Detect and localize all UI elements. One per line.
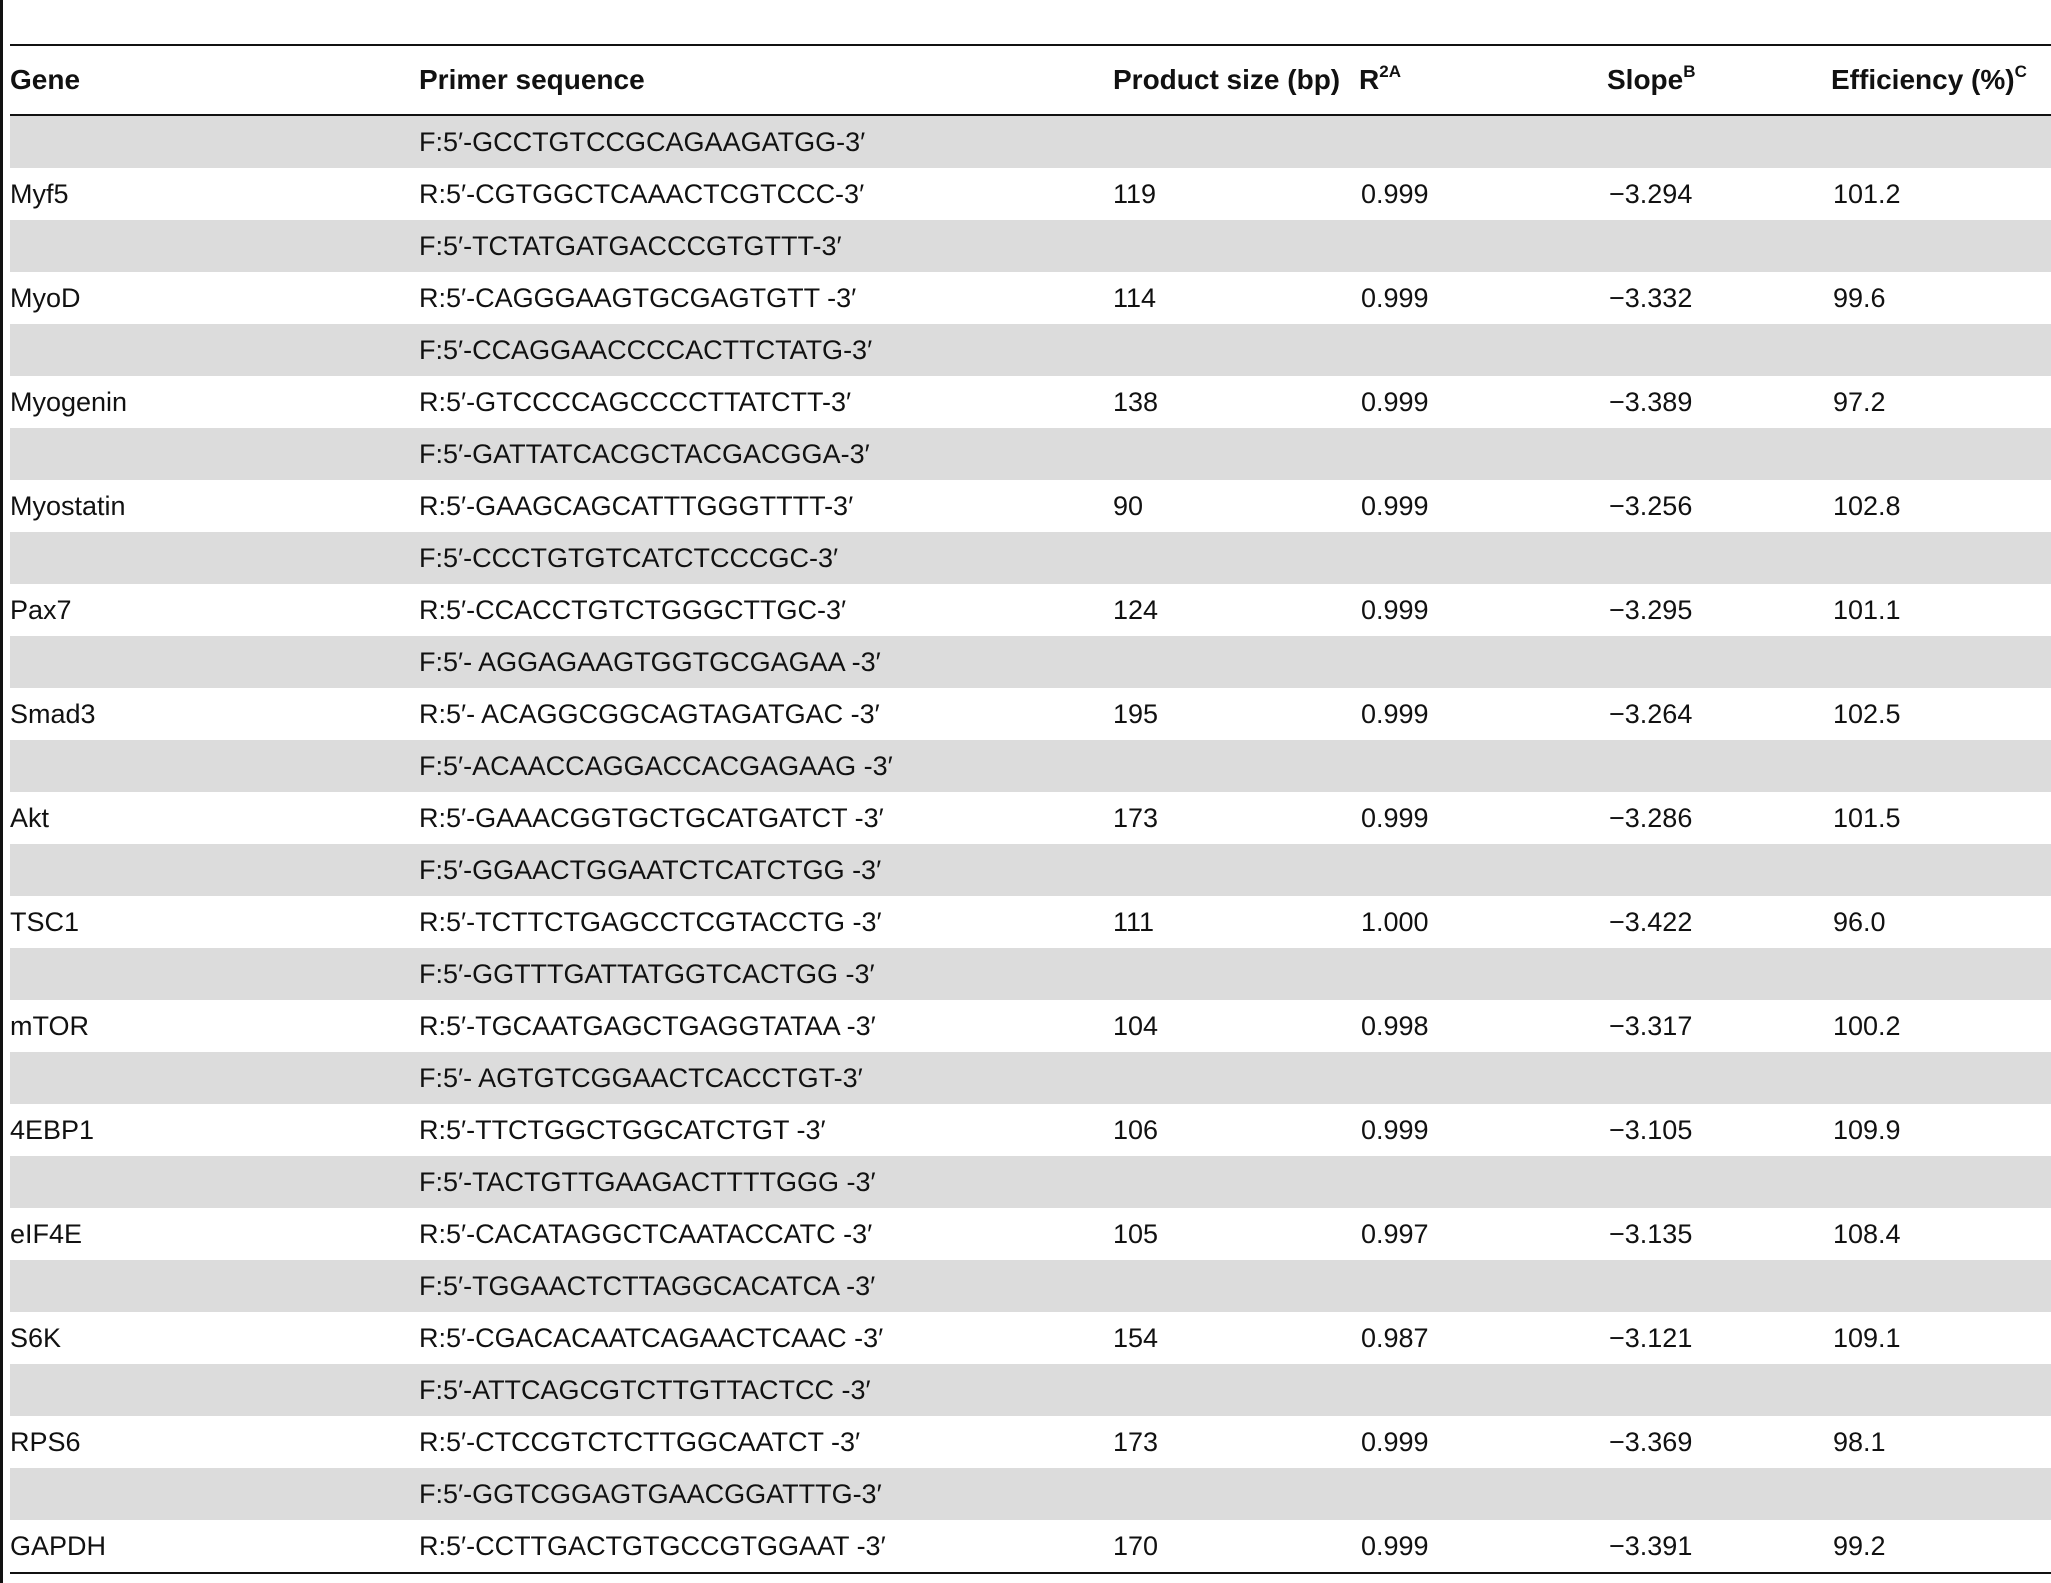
table-row <box>10 168 2051 220</box>
table-row <box>10 636 2051 688</box>
cell-primer-sequence: R:5′-TGCAATGAGCTGAGGTATAA -3′ <box>419 1010 876 1041</box>
cell-product-size: 170 <box>1113 1530 1159 1561</box>
cell-product-size: 195 <box>1113 698 1159 729</box>
table-row <box>10 948 2051 1000</box>
table-row <box>10 324 2051 376</box>
cell-gene: Akt <box>10 802 50 833</box>
table-row <box>10 1468 2051 1520</box>
cell-efficiency: 101.5 <box>1833 802 1901 833</box>
cell-primer-sequence: R:5′-CGACACAATCAGAACTCAAC -3′ <box>419 1322 884 1353</box>
cell-product-size: 104 <box>1113 1010 1159 1041</box>
table-row <box>10 1052 2051 1104</box>
cell-primer-sequence: R:5′-GAAGCAGCATTTGGGTTTT-3′ <box>419 490 854 521</box>
cell-primer-sequence: F:5′-TGGAACTCTTAGGCACATCA -3′ <box>419 1270 876 1301</box>
cell-efficiency: 101.2 <box>1833 178 1901 209</box>
cell-gene: Myogenin <box>10 386 128 417</box>
cell-product-size: 154 <box>1113 1322 1159 1353</box>
header-slope <box>1607 64 1831 96</box>
cell-r2: 0.998 <box>1361 1010 1429 1041</box>
cell-r2: 0.999 <box>1361 490 1429 521</box>
header-slope-superscript: B <box>1683 62 1696 81</box>
cell-r2: 0.987 <box>1361 1322 1429 1353</box>
cell-efficiency: 102.5 <box>1833 698 1901 729</box>
table-row <box>10 1416 2051 1468</box>
cell-slope: −3.105 <box>1609 1114 1693 1145</box>
cell-slope: −3.422 <box>1609 906 1693 937</box>
cell-r2: 0.999 <box>1361 594 1429 625</box>
cell-product-size: 124 <box>1113 594 1159 625</box>
cell-slope: −3.389 <box>1609 386 1693 417</box>
cell-r2: 0.999 <box>1361 698 1429 729</box>
cell-slope: −3.317 <box>1609 1010 1693 1041</box>
cell-efficiency: 99.2 <box>1833 1530 1886 1561</box>
cell-primer-sequence: F:5′- AGTGTCGGAACTCACCTGT-3′ <box>419 1062 863 1093</box>
cell-r2: 0.999 <box>1361 178 1429 209</box>
cell-product-size: 119 <box>1113 178 1157 209</box>
table-row <box>10 532 2051 584</box>
cell-r2: 0.997 <box>1361 1218 1429 1249</box>
cell-primer-sequence: F:5′-TACTGTTGAAGACTTTTGGG -3′ <box>419 1166 876 1197</box>
cell-primer-sequence: F:5′-TCTATGATGACCCGTGTTT-3′ <box>419 230 842 261</box>
table-row <box>10 1104 2051 1156</box>
cell-product-size: 173 <box>1113 1426 1159 1457</box>
table-row <box>10 376 2051 428</box>
header-r2-superscript: 2A <box>1379 62 1401 81</box>
header-efficiency-superscript: C <box>2014 62 2027 81</box>
header-efficiency-label: Efficiency (%) <box>1831 64 2015 95</box>
cell-r2: 0.999 <box>1361 1114 1429 1145</box>
cell-slope: −3.256 <box>1609 490 1693 521</box>
cell-efficiency: 109.1 <box>1833 1322 1901 1353</box>
table-row <box>10 1208 2051 1260</box>
cell-product-size: 114 <box>1113 282 1157 313</box>
header-slope-label: Slope <box>1607 64 1684 95</box>
table-row <box>10 1520 2051 1572</box>
cell-primer-sequence: R:5′-CCACCTGTCTGGGCTTGC-3′ <box>419 594 847 625</box>
cell-slope: −3.369 <box>1609 1426 1693 1457</box>
header-product-size: Product size (bp) <box>1113 64 1341 95</box>
cell-efficiency: 97.2 <box>1833 386 1886 417</box>
cell-primer-sequence: F:5′-ATTCAGCGTCTTGTTACTCC -3′ <box>419 1374 871 1405</box>
table-row <box>10 116 2051 168</box>
cell-primer-sequence: R:5′-CGTGGCTCAAACTCGTCCC-3′ <box>419 178 865 209</box>
cell-gene: mTOR <box>10 1010 89 1041</box>
cell-slope: −3.294 <box>1609 178 1693 209</box>
table-row <box>10 1364 2051 1416</box>
cell-efficiency: 99.6 <box>1833 282 1886 313</box>
cell-primer-sequence: F:5′-GGTCGGAGTGAACGGATTTG-3′ <box>419 1478 882 1509</box>
cell-primer-sequence: R:5′-TTCTGGCTGGCATCTGT -3′ <box>419 1114 826 1145</box>
cell-slope: −3.121 <box>1609 1322 1693 1353</box>
header-gene: Gene <box>10 64 81 95</box>
cell-r2: 0.999 <box>1361 802 1429 833</box>
header-r2 <box>1359 64 1607 96</box>
header-r2-label: R <box>1359 64 1380 95</box>
cell-product-size: 173 <box>1113 802 1159 833</box>
cell-r2: 1.000 <box>1361 906 1429 937</box>
cell-r2: 0.999 <box>1361 386 1429 417</box>
cell-slope: −3.391 <box>1609 1530 1693 1561</box>
cell-primer-sequence: R:5′-CTCCGTCTCTTGGCAATCT -3′ <box>419 1426 861 1457</box>
cell-gene: GAPDH <box>10 1530 107 1561</box>
cell-efficiency: 101.1 <box>1833 594 1901 625</box>
table-row <box>10 584 2051 636</box>
cell-primer-sequence: F:5′-GGTTTGATTATGGTCACTGG -3′ <box>419 958 875 989</box>
cell-r2: 0.999 <box>1361 1530 1429 1561</box>
cell-primer-sequence: F:5′-CCCTGTGTCATCTCCCGC-3′ <box>419 542 839 573</box>
cell-primer-sequence: F:5′-ACAACCAGGACCACGAGAAG -3′ <box>419 750 893 781</box>
cell-product-size: 90 <box>1113 490 1144 521</box>
cell-slope: −3.135 <box>1609 1218 1693 1249</box>
cell-primer-sequence: R:5′-TCTTCTGAGCCTCGTACCTG -3′ <box>419 906 882 937</box>
cell-product-size: 138 <box>1113 386 1159 417</box>
cell-slope: −3.332 <box>1609 282 1693 313</box>
cell-gene: Smad3 <box>10 698 96 729</box>
cell-gene: RPS6 <box>10 1426 81 1457</box>
cell-efficiency: 98.1 <box>1833 1426 1886 1457</box>
cell-r2: 0.999 <box>1361 282 1429 313</box>
table-body <box>10 116 2051 1572</box>
table-row <box>10 844 2051 896</box>
cell-gene: Myostatin <box>10 490 126 521</box>
table-row <box>10 1156 2051 1208</box>
cell-primer-sequence: R:5′-CACATAGGCTCAATACCATC -3′ <box>419 1218 873 1249</box>
cell-efficiency: 109.9 <box>1833 1114 1901 1145</box>
cell-slope: −3.286 <box>1609 802 1693 833</box>
table-row <box>10 740 2051 792</box>
table-row <box>10 1312 2051 1364</box>
cell-primer-sequence: F:5′-CCAGGAACCCCACTTCTATG-3′ <box>419 334 873 365</box>
cell-efficiency: 100.2 <box>1833 1010 1901 1041</box>
primer-table <box>10 44 2051 1574</box>
table-row <box>10 272 2051 324</box>
table-row <box>10 480 2051 532</box>
cell-slope: −3.264 <box>1609 698 1693 729</box>
cell-gene: Pax7 <box>10 594 72 625</box>
table-row <box>10 792 2051 844</box>
cell-primer-sequence: F:5′-GGAACTGGAATCTCATCTGG -3′ <box>419 854 882 885</box>
table-bottom-rule <box>10 1572 2051 1574</box>
table-header-row <box>10 46 2051 114</box>
left-border-line <box>0 0 3 1583</box>
cell-gene: TSC1 <box>10 906 80 937</box>
cell-gene: eIF4E <box>10 1218 83 1249</box>
table-row <box>10 220 2051 272</box>
table-row <box>10 688 2051 740</box>
cell-gene: S6K <box>10 1322 62 1353</box>
cell-efficiency: 102.8 <box>1833 490 1901 521</box>
table-row <box>10 1260 2051 1312</box>
header-primer-sequence: Primer sequence <box>419 64 645 95</box>
cell-slope: −3.295 <box>1609 594 1693 625</box>
table-row <box>10 428 2051 480</box>
cell-gene: MyoD <box>10 282 81 313</box>
header-efficiency <box>1831 64 2049 96</box>
cell-primer-sequence: F:5′-GCCTGTCCGCAGAAGATGG-3′ <box>419 126 866 157</box>
cell-gene: 4EBP1 <box>10 1114 95 1145</box>
cell-gene: Myf5 <box>10 178 69 209</box>
cell-efficiency: 108.4 <box>1833 1218 1901 1249</box>
cell-primer-sequence: R:5′- ACAGGCGGCAGTAGATGAC -3′ <box>419 698 880 729</box>
cell-product-size: 111 <box>1113 906 1155 937</box>
cell-primer-sequence: R:5′-CAGGGAAGTGCGAGTGTT -3′ <box>419 282 857 313</box>
cell-primer-sequence: R:5′-CCTTGACTGTGCCGTGGAAT -3′ <box>419 1530 886 1561</box>
cell-primer-sequence: F:5′- AGGAGAAGTGGTGCGAGAA -3′ <box>419 646 881 677</box>
cell-product-size: 105 <box>1113 1218 1159 1249</box>
cell-product-size: 106 <box>1113 1114 1159 1145</box>
cell-primer-sequence: F:5′-GATTATCACGCTACGACGGA-3′ <box>419 438 870 469</box>
table-row <box>10 1000 2051 1052</box>
table-row <box>10 896 2051 948</box>
cell-primer-sequence: R:5′-GTCCCCAGCCCCTTATCTT-3′ <box>419 386 852 417</box>
cell-efficiency: 96.0 <box>1833 906 1886 937</box>
cell-r2: 0.999 <box>1361 1426 1429 1457</box>
cell-primer-sequence: R:5′-GAAACGGTGCTGCATGATCT -3′ <box>419 802 884 833</box>
